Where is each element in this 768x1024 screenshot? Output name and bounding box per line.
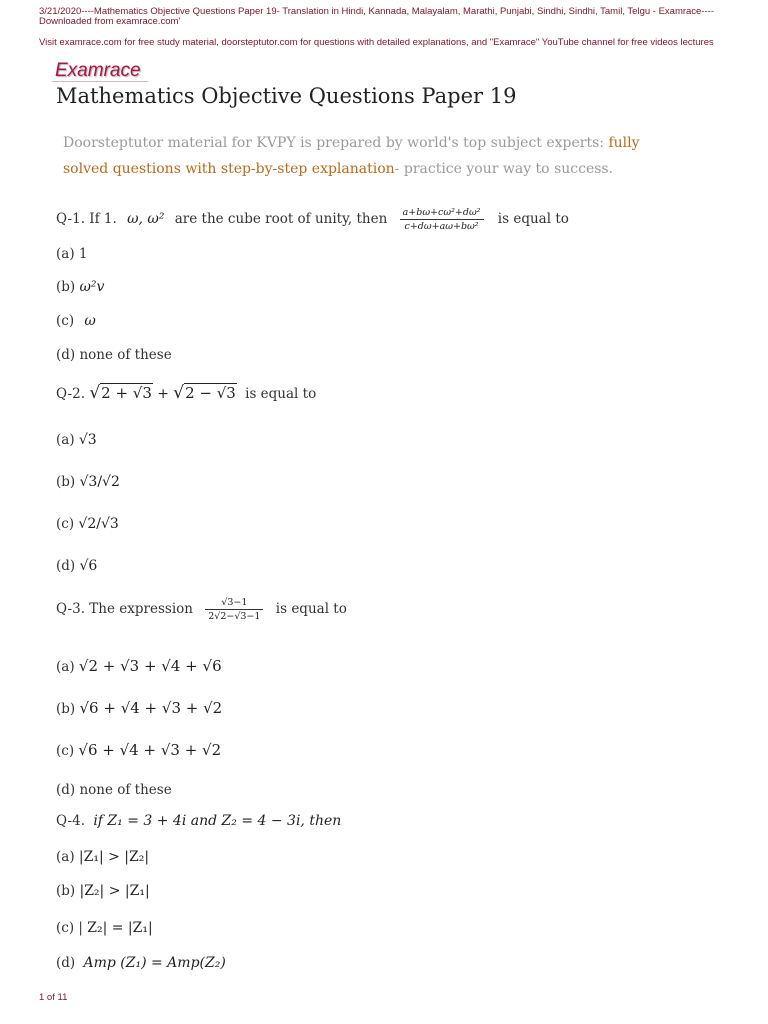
promo-highlight-link[interactable]: fully solved questions with step-by-step explanation xyxy=(63,135,640,177)
q1-b-math: ω²v xyxy=(79,279,105,295)
q3-fraction xyxy=(205,597,263,622)
q2-c-math: √2/√3 xyxy=(78,516,119,532)
q1-option-c xyxy=(56,313,96,329)
q4-b-math: |Z₂| > |Z₁| xyxy=(79,883,150,899)
q2-option-c xyxy=(56,516,119,532)
q1-fraction xyxy=(400,207,484,232)
q1-denominator: c+dω+aω+bω² xyxy=(404,221,479,232)
q2-option-b xyxy=(56,474,120,490)
q3-option-a xyxy=(56,657,222,675)
q3-option-d: (d) none of these xyxy=(56,782,172,798)
examrace-logo: Examrace xyxy=(55,60,141,81)
q4-option-c xyxy=(56,920,153,936)
q2-radicand-1: 2 + √3 xyxy=(101,384,152,402)
q2-plus: + xyxy=(157,386,169,402)
q1-numerator: a+bω+cω²+dω² xyxy=(400,207,484,220)
q1-option-b xyxy=(56,279,104,295)
q1-option-d: (d) none of these xyxy=(56,347,172,363)
q2-b-label: (b) xyxy=(56,474,76,490)
header-print-line: 3/21/2020----Mathematics Objective Questions Paper 19- Translation in Hindi, Kannada, Malayalam, Marathi, Punjabi, Sindhi, Sindhi, Tamil, Telgu - Examrace----Downloaded from examrace.com' xyxy=(39,6,714,27)
q2-d-label: (d) xyxy=(56,558,76,574)
q2-suffix: is equal to xyxy=(245,386,317,402)
q1-b-label: (b) xyxy=(56,279,76,295)
q4-stem xyxy=(56,813,341,829)
promo-tail: - practice your way to success. xyxy=(394,161,614,177)
header-visit-line: Visit examrace.com for free study material, doorsteptutor.com for questions with detailed explanations, and "Examrace" YouTube channel for free videos lectures xyxy=(39,37,714,48)
q3-denominator: 2√2−√3−1 xyxy=(208,611,261,622)
q3-prefix: Q-3. The expression xyxy=(56,601,193,617)
q2-radical-1 xyxy=(89,383,153,403)
q3-b-math: √6 + √4 + √3 + √2 xyxy=(79,699,223,717)
q4-b-label: (b) xyxy=(56,883,76,899)
logo-underline xyxy=(52,81,148,82)
q3-b-label: (b) xyxy=(56,701,76,717)
radical-sign: √ xyxy=(173,383,185,403)
q1-stem xyxy=(56,207,569,232)
q3-a-label: (a) xyxy=(56,659,75,675)
q4-a-math: |Z₁| > |Z₂| xyxy=(78,849,150,865)
q2-option-d xyxy=(56,558,97,574)
q2-b-math: √3/√2 xyxy=(79,474,120,490)
q1-c-math: ω xyxy=(84,313,96,329)
q4-condition: if Z₁ = 3 + 4i and Z₂ = 4 − 3i, then xyxy=(93,813,342,829)
q3-numerator: √3−1 xyxy=(205,597,263,610)
q4-option-b xyxy=(56,883,150,899)
q4-c-math: Z₂| = |Z₁| xyxy=(87,920,153,936)
q4-prefix: Q-4. xyxy=(56,813,86,829)
q3-c-math: √6 + √4 + √3 + √2 xyxy=(78,741,222,759)
q2-stem xyxy=(56,383,316,403)
promo-text xyxy=(63,130,683,182)
q1-mid: are the cube root of unity, then xyxy=(174,211,388,227)
q1-c-label: (c) xyxy=(56,313,75,329)
q4-a-label: (a) xyxy=(56,849,75,865)
page-number: 1 of 11 xyxy=(39,992,68,1003)
q2-radicand-2: 2 − √3 xyxy=(185,384,236,402)
q1-roots: ω, ω² xyxy=(127,211,165,227)
q2-a-label: (a) xyxy=(56,432,75,448)
q1-suffix: is equal to xyxy=(497,211,569,227)
q3-suffix: is equal to xyxy=(275,601,347,617)
q3-option-c xyxy=(56,741,221,759)
q4-option-a xyxy=(56,849,149,865)
q3-a-math: √2 + √3 + √4 + √6 xyxy=(78,657,222,675)
q2-a-math: √3 xyxy=(78,432,97,448)
q4-c-label: (c) | xyxy=(56,920,83,936)
q2-radical-2 xyxy=(173,383,237,403)
q1-option-a: (a) 1 xyxy=(56,246,88,262)
radical-sign: √ xyxy=(89,383,101,403)
q3-option-b xyxy=(56,699,222,717)
q2-prefix: Q-2. xyxy=(56,386,86,402)
q3-stem xyxy=(56,597,347,622)
page-title: Mathematics Objective Questions Paper 19 xyxy=(56,84,517,108)
q2-option-a xyxy=(56,432,97,448)
promo-lead: Doorsteptutor material for KVPY is prepared by world's top subject experts: xyxy=(63,135,609,151)
q2-d-math: √6 xyxy=(79,558,98,574)
q2-c-label: (c) xyxy=(56,516,75,532)
q1-prefix: Q-1. If 1. xyxy=(56,211,117,227)
q4-option-d xyxy=(56,955,226,971)
q3-c-label: (c) xyxy=(56,743,75,759)
q4-d-math: Amp (Z₁) = Amp(Z₂) xyxy=(83,955,226,971)
q4-d-label: (d) xyxy=(56,955,76,971)
